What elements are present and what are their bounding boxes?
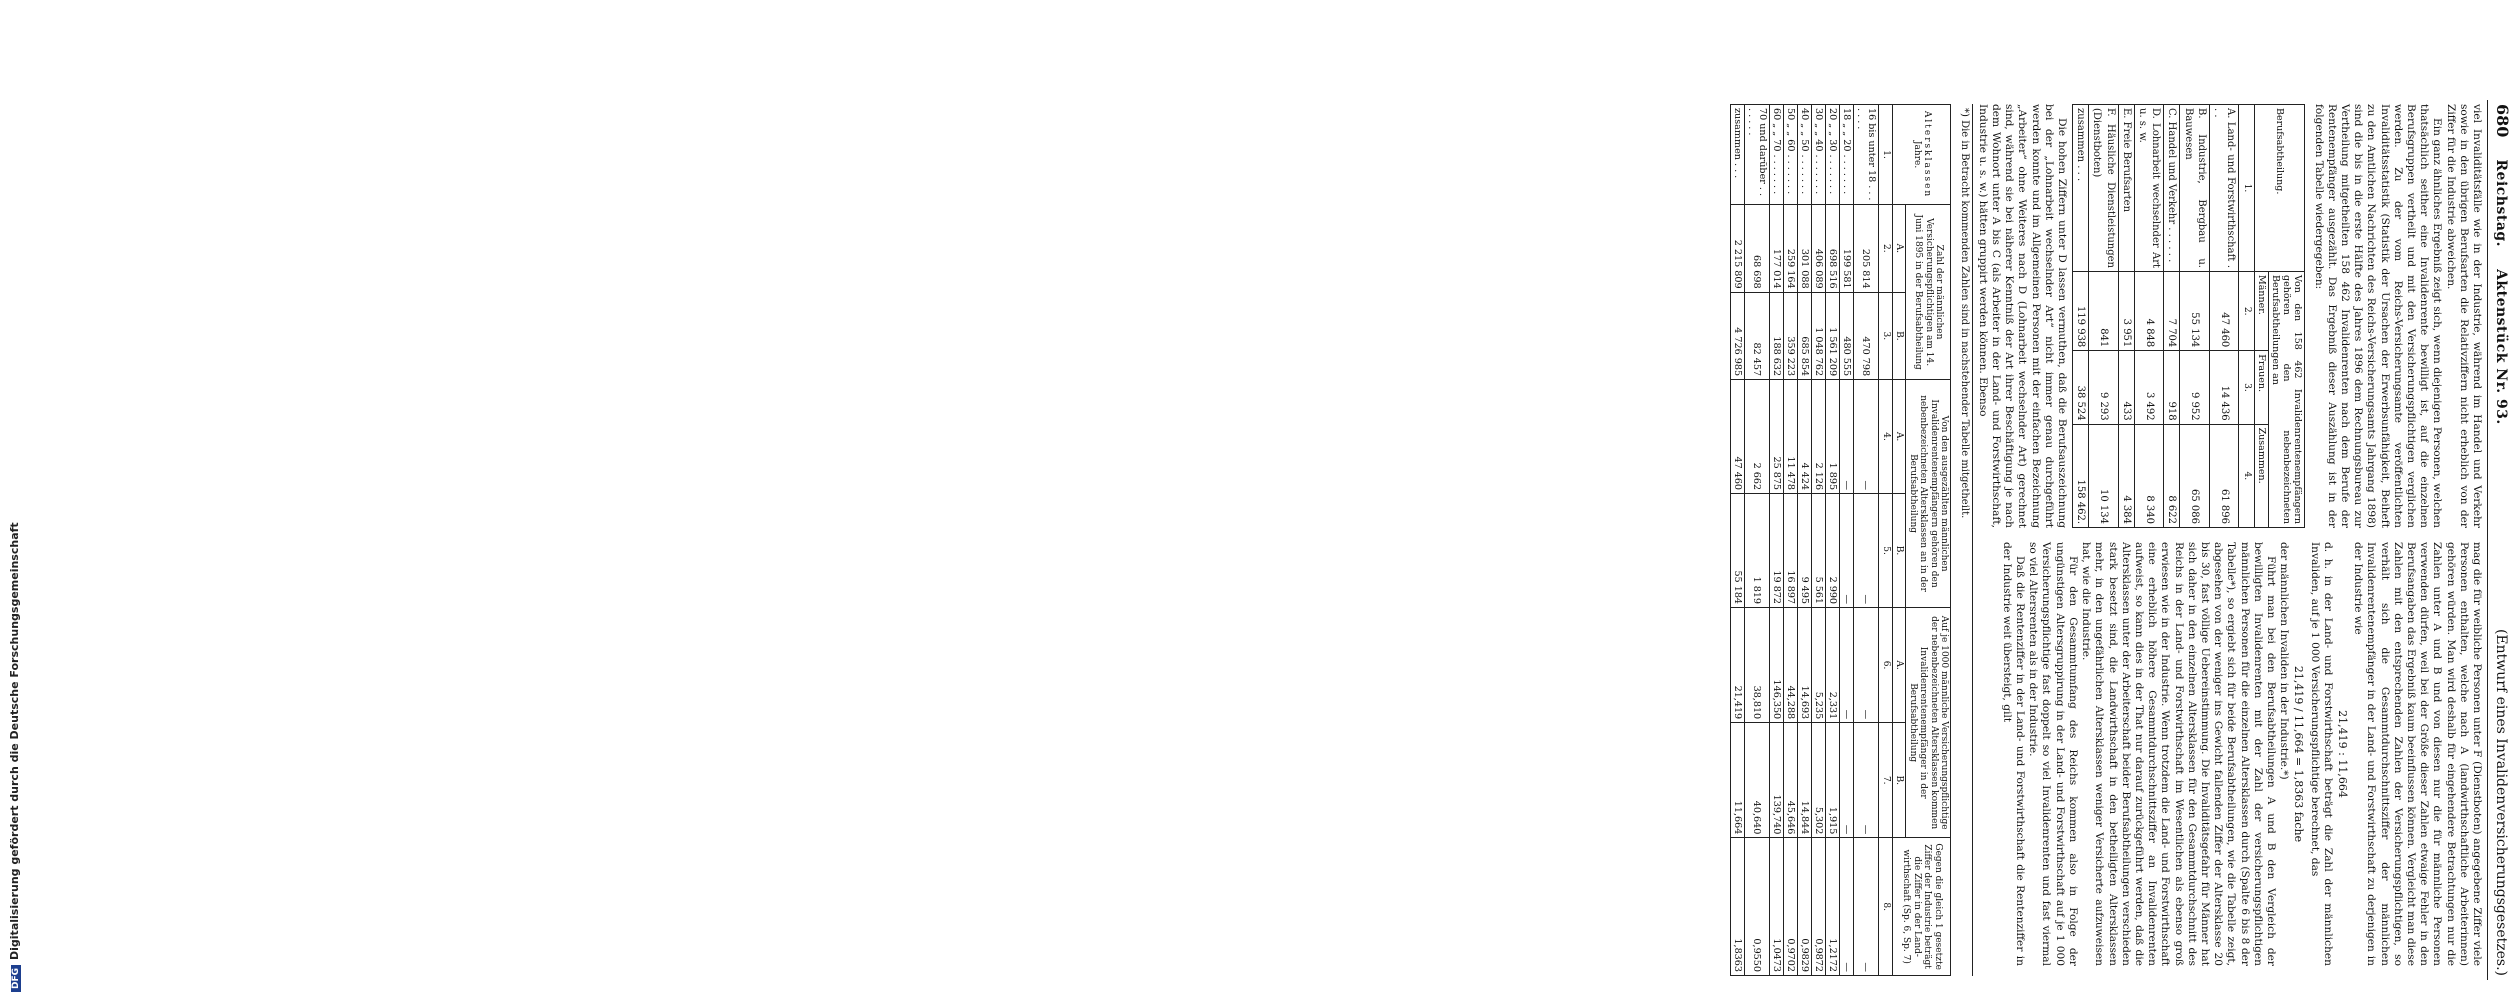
t2-cell: 1 895 xyxy=(1826,380,1840,494)
table-invalid-by-profession xyxy=(2072,104,2305,528)
t2-index: 7. xyxy=(1879,723,1893,838)
t2-head-group4: Auf je 1000 männliche Versicherungspflichtige der nebenbezeichneten Altersklassen kommen Invalidenrentenempfänger in der Berufsabtheilung xyxy=(1906,608,1951,838)
t2-cell: 188 632 xyxy=(1770,292,1784,379)
t2-cell: 0,9872 xyxy=(1812,838,1826,976)
t1-head-profession: Berufsabtheilung. xyxy=(2255,105,2305,272)
t1-total: 10 134 xyxy=(2089,424,2118,527)
header-title: Aktenstück Nr. 93. xyxy=(2493,269,2509,425)
t2-cell: 1 561 209 xyxy=(1826,292,1840,379)
t2-age: 30 „ „ 40 . . . . . . . xyxy=(1812,105,1826,205)
t1-label: A. Land- und Forstwirthschaft . . . xyxy=(2209,105,2238,272)
t1-women: 3 492 xyxy=(2134,351,2163,424)
t2-cell: 301 088 xyxy=(1798,205,1812,292)
t1-label: C. Handel und Verkehr . . . . . . xyxy=(2164,105,2180,272)
t2-index: 5. xyxy=(1879,494,1893,608)
t2-cell: 16 897 xyxy=(1784,494,1798,608)
t2-cell: 1 048 762 xyxy=(1812,292,1826,379)
t2-age: 40 „ „ 50 . . . . . . . xyxy=(1798,105,1812,205)
t2-cell: 0,9550 xyxy=(1745,838,1770,976)
t2-cell: — xyxy=(1840,608,1854,723)
right-column xyxy=(1976,542,2484,966)
t2-cell: 480 555 xyxy=(1840,292,1854,379)
t2-cell: — xyxy=(1854,608,1879,723)
t2-age: 20 „ „ 30 . . . . . . . xyxy=(1826,105,1840,205)
t2-index: 6. xyxy=(1879,608,1893,723)
t2-sub: B. xyxy=(1893,292,1907,379)
t2-index: 8. xyxy=(1879,838,1893,976)
right-paragraph-6: Daß die Rentenziffer in der Land- und Forstwirthschaft die Rentenziffer in der Industrie weit übersteigt, gilt xyxy=(2000,542,2027,966)
table-row xyxy=(1826,105,1840,976)
t2-cell: 685 854 xyxy=(1798,292,1812,379)
t1-total: 8 340 xyxy=(2134,424,2163,527)
t2-head-age xyxy=(1893,105,1952,205)
t1-men: 4 848 xyxy=(2134,272,2163,351)
t1-label: D. Lohnarbeit wechselnder Art u. s. w. xyxy=(2134,105,2163,272)
formula-factor: 21,419 / 11,664 = 1,8363 fache xyxy=(2292,665,2306,843)
t1-index: 1. xyxy=(2239,105,2255,272)
table-row xyxy=(2164,105,2180,528)
t1-label: F. Häusliche Dienstleistungen (Dienstboten) xyxy=(2089,105,2118,272)
t2-cell: 1 819 xyxy=(1745,494,1770,608)
t2-cell: 2 126 xyxy=(1812,380,1826,494)
dfg-logo: DFG xyxy=(11,965,21,992)
t2-cell: 38,810 xyxy=(1745,608,1770,723)
t2-cell: — xyxy=(1854,838,1879,976)
table-sum-row xyxy=(1731,105,1745,976)
t1-sum-men: 119 938 xyxy=(2072,272,2088,351)
t2-sub: A. xyxy=(1893,205,1907,292)
table-row xyxy=(1812,105,1826,976)
scanned-page xyxy=(1292,100,2512,980)
t2-cell: 1,915 xyxy=(1826,723,1840,838)
t2-cell: 205 814 xyxy=(1854,205,1879,292)
page-header xyxy=(2487,100,2512,980)
t1-index: 2. xyxy=(2239,272,2255,351)
t2-sum-cell: 1,8363 xyxy=(1731,838,1745,976)
t2-sub: A. xyxy=(1893,608,1907,723)
t2-cell: 5,302 xyxy=(1812,723,1826,838)
t2-cell: — xyxy=(1840,494,1854,608)
t1-men: 47 460 xyxy=(2209,272,2238,351)
right-paragraph-4: Führt man bei den Berufsabtheilungen A und B den Vergleich der bewilligten Invalidenrenten mit der Zahl der versicherungspflichtigen männlichen Personen für die einzelnen Altersklassen durch (Spalte 6 bis 8 der Tabelle*), so ergiebt sich für beide Berufsabtheilungen, wie die Tabelle zeigt, abgesehen von der weniger ins Gewicht fallenden Ziffer der Altersklasse 20 bis 30, fast völlige Uebereinstimmung. Die Invaliditätsgefahr für Männer hat sich daher in den einzelnen Altersklassen für den Gesammtdurchschnitt des Reichs in der Land- und Forstwirthschaft im Wesentlichen als ebenso groß erwiesen wie in der Industrie. Wenn trotzdem die Land- und Forstwirthschaft eine erheblich höhere Gesammtdurchschnittsziffer an Invalidenrenten aufweist, so kann dies in der That nur darauf zurückgeführt werden, daß die Altersklassen unter der Arbeiterschaft beider Berufsabtheilungen verschieden stark besetzt sind, die Landwirthschaft in den betheiligten Altersklassen mehr, in den ungefährlichen Altersklassen weniger Versicherte aufzuweisen hat, wie die Industrie. xyxy=(2080,542,2277,966)
t1-women: 14 436 xyxy=(2209,351,2238,424)
right-paragraph-1: mag die für weibliche Personen unter F (Dienstboten) angegebene Ziffer viele Personen enthalten, welche nach A (landwirthschaftliche Arbeiterinnen) gehören würden. Man wird deshalb für eingehendere Betrachtungen nur die Zahlen unter A und B und von diesen nur die für männliche Personen verwenden dürfen, weil bei der Größe dieser Zahlen etwaige Fehler in den Berufsangaben das Ergebniß kaum beeinflussen können. Vergleicht man diese Zahlen mit den entsprechenden Zahlen der Versicherungspflichtigen, so verhält sich die Gesammtdurchschnittsziffer der männlichen Invalidenrentenempfänger in der Land- und Forstwirthschaft zu derjenigen in der Industrie wie xyxy=(2352,542,2483,966)
t2-cell: 1,2172 xyxy=(1826,838,1840,976)
t2-cell: 0,9829 xyxy=(1798,838,1812,976)
t2-cell: — xyxy=(1840,838,1854,976)
t1-head-women: Frauen. xyxy=(2255,351,2269,424)
t1-women: 433 xyxy=(2118,351,2134,424)
t1-index: 3. xyxy=(2239,351,2255,424)
t2-cell: 40,640 xyxy=(1745,723,1770,838)
left-column xyxy=(1976,104,2484,528)
t2-sum-cell: 4 726 985 xyxy=(1731,292,1745,379)
t1-sum-label: zusammen . . . xyxy=(2072,105,2088,272)
t1-head-men: Männer. xyxy=(2255,272,2269,351)
t2-sub: A. xyxy=(1893,380,1907,494)
t2-cell: 698 516 xyxy=(1826,205,1840,292)
t2-age: 50 „ „ 60 . . . . . . . xyxy=(1784,105,1798,205)
table-row xyxy=(1745,105,1770,976)
table-row xyxy=(2118,105,2134,528)
table-row xyxy=(1784,105,1798,976)
t2-cell: 406 089 xyxy=(1812,205,1826,292)
t2-cell: 45,646 xyxy=(1784,723,1798,838)
t2-cell: 2 662 xyxy=(1745,380,1770,494)
t2-cell: — xyxy=(1854,723,1879,838)
t2-head-age-label: Altersklassen xyxy=(1922,110,1933,199)
t1-men: 55 134 xyxy=(2180,272,2209,351)
table-age-classes xyxy=(1730,104,1952,976)
t2-sub: B. xyxy=(1893,494,1907,608)
t2-sub: B. xyxy=(1893,723,1907,838)
t2-cell: 9 495 xyxy=(1798,494,1812,608)
t1-label: B. Industrie, Bergbau u. Bauwesen xyxy=(2180,105,2209,272)
table-row xyxy=(2089,105,2118,528)
t1-label: E. Freie Berufsarten xyxy=(2118,105,2134,272)
t2-cell: 0,9702 xyxy=(1784,838,1798,976)
t2-cell: — xyxy=(1840,380,1854,494)
table-row xyxy=(1770,105,1784,976)
t2-cell: 177 014 xyxy=(1770,205,1784,292)
t2-sum-cell: 55 184 xyxy=(1731,494,1745,608)
t1-women: 9 293 xyxy=(2089,351,2118,424)
t1-sum-women: 38 524 xyxy=(2072,351,2088,424)
t2-cell: 470 798 xyxy=(1854,292,1879,379)
t2-sum-cell: 2 215 809 xyxy=(1731,205,1745,292)
t1-men: 3 951 xyxy=(2118,272,2134,351)
t2-head-group5: Gegen die gleich 1 gesetzte Ziffer der Industrie beträgt die Ziffer in der Land- wirthschaft (Sp. 6, Sp. 7) xyxy=(1893,838,1952,976)
t1-head-group: Von den 158 462 Invalidenrentenempfängern gehören den nebenbezeichneten Berufsabtheilungen an xyxy=(2269,272,2305,528)
t1-total: 61 896 xyxy=(2209,424,2238,527)
t2-cell: 68 698 xyxy=(1745,205,1770,292)
t2-index: 2. xyxy=(1879,205,1893,292)
age-table-wrapper xyxy=(1730,100,1958,980)
t2-sum-cell: 11,664 xyxy=(1731,723,1745,838)
t1-women: 9 952 xyxy=(2180,351,2209,424)
dfg-footer xyxy=(8,522,21,992)
t2-index: 4. xyxy=(1879,380,1893,494)
formula-ratio: 21,419 : 11,664 xyxy=(2335,710,2349,798)
t2-age: 60 „ „ 70 . . . . . . . xyxy=(1770,105,1784,205)
right-paragraph-2: d. h. in der Land- und Forstwirthschaft beträgt die Zahl der männlichen Invaliden, auf je 1 000 Versicherungspflichtige berechnet, das xyxy=(2308,542,2334,966)
t1-index: 4. xyxy=(2239,424,2255,527)
t2-cell: — xyxy=(1840,723,1854,838)
t2-head-years: Jahre. xyxy=(1911,140,1922,169)
t2-cell: — xyxy=(1854,380,1879,494)
t2-age: 70 und darüber . . . . . . . xyxy=(1745,105,1770,205)
t2-index: 1. xyxy=(1879,105,1893,205)
t2-cell: 14,844 xyxy=(1798,723,1812,838)
table-row xyxy=(1840,105,1854,976)
t2-cell: 5,235 xyxy=(1812,608,1826,723)
t2-cell: 199 581 xyxy=(1840,205,1854,292)
t2-cell: 259 164 xyxy=(1784,205,1798,292)
t1-women: 918 xyxy=(2164,351,2180,424)
table-row xyxy=(2134,105,2163,528)
left-paragraph-3: Die hohen Ziffern unter D lassen vermuthen, daß die Berufsauszeichnung bei der „Lohnarbeit wechselnder Art“ nicht immer genau durchgeführt werden konnte und im Allgemeinen Personen mit der einfachen Bezeichnung „Arbeiter“ ohne Weiteres nach D (Lohnarbeit wechselnder Art) gerechnet sind, während sie bei näherer Kenntniß der Art ihrer Beschäftigung je nach dem Wohnort unter A bis C (als Arbeiter in der Land- und Forstwirthschaft, Industrie u. s. w.) hätten gruppirt werden können. Ebenso xyxy=(1976,104,2068,528)
footer-text: Digitalisierung gefördert durch die Deutsche Forschungsgemeinschaft xyxy=(8,522,21,960)
t2-cell: 359 223 xyxy=(1784,292,1798,379)
t1-sum-total: 158 462. xyxy=(2072,424,2088,527)
t1-total: 65 086 xyxy=(2180,424,2209,527)
t2-index: 3. xyxy=(1879,292,1893,379)
table-sum-row xyxy=(2072,105,2088,528)
t2-cell: 4 424 xyxy=(1798,380,1812,494)
t2-age: 18 „ „ 20 . . . . . . . xyxy=(1840,105,1854,205)
t1-men: 841 xyxy=(2089,272,2118,351)
t2-cell: 146,350 xyxy=(1770,608,1784,723)
t2-sum-label: zusammen . . . xyxy=(1731,105,1745,205)
t2-head-group3: Von den ausgezählten männlichen Invalidenrentenempfängern gehören den nebenbezeichneten Altersklassen an in der Berufsabtheilung xyxy=(1906,380,1951,608)
left-paragraph-2: Ein ganz ähnliches Ergebniß zeigt sich, wenn diejenigen Personen, welchen thatsächlich seither eine Invalidenrente bewilligt ist, auf die einzelnen Berufsgruppen vertheilt und mit den Versicherungspflichtigen verglichen werden. Zu der vom Reichs-Versicherungsamte veröffentlichten Invaliditätsstatistik (Statistik der Ursachen der Erwerbsunfähigkeit, Beiheft zu den Amtlichen Nachrichten des Reichs-Versicherungsamts Jahrgang 1898) sind die bis in die erste Hälfte des Jahres 1896 dem Rechnungsbureau zur Vertheilung mitgetheilten 158 462 Invalidenrenten nach dem Berufe der Rentenempfänger ausgezählt. Das Ergebniß dieser Auszählung ist in der folgenden Tabelle wiedergegeben: xyxy=(2312,104,2444,528)
t2-cell: — xyxy=(1854,494,1879,608)
footnote: *) Die in Betracht kommenden Zahlen sind in nachstehender Tabelle mitgetheilt. xyxy=(1958,104,1974,976)
header-section: Reichstag. xyxy=(2493,159,2509,248)
page-number: 680 xyxy=(2493,104,2512,138)
t2-head-group2: Zahl der männlichen Versicherungspflichtigen am 14. Juni 1895 in der Berufsabtheilung xyxy=(1906,205,1951,380)
t2-cell: 11 478 xyxy=(1784,380,1798,494)
t2-sum-cell: 47 460 xyxy=(1731,380,1745,494)
text-columns xyxy=(1976,100,2488,980)
t2-cell: 2,331 xyxy=(1826,608,1840,723)
t1-total: 8 622 xyxy=(2164,424,2180,527)
t2-cell: 25 875 xyxy=(1770,380,1784,494)
table-row xyxy=(1798,105,1812,976)
table-row xyxy=(1854,105,1879,976)
table-row xyxy=(2209,105,2238,528)
table-row xyxy=(2180,105,2209,528)
t2-age: 16 bis unter 18 . . . . . . . xyxy=(1854,105,1879,205)
t2-cell: 19 872 xyxy=(1770,494,1784,608)
left-paragraph-1: viel Invaliditätsfälle wie in der Industrie, während im Handel und Verkehr sowie in den übrigen Berufsarten die Relativziffern nicht erheblich von der Ziffer für die Industrie abweichen. xyxy=(2444,104,2483,528)
t2-sum-cell: 21,419 xyxy=(1731,608,1745,723)
right-paragraph-3: der männlichen Invaliden in der Industrie.*) xyxy=(2278,542,2291,780)
t2-cell: 5 561 xyxy=(1812,494,1826,608)
right-paragraph-5: Für den Gesammtumfang des Reichs kommen also in Folge der ungünstigen Altersgruppirung in der Land- und Forstwirthschaft auf je 1 000 Versicherungspflichtige fast doppelt so viel Invalidenrenten und fast viermal so viel Altersrenten als in der Industrie. xyxy=(2027,542,2079,966)
t2-cell: 139,740 xyxy=(1770,723,1784,838)
t2-cell: 14,693 xyxy=(1798,608,1812,723)
t2-cell: 1,0473 xyxy=(1770,838,1784,976)
t1-men: 7 704 xyxy=(2164,272,2180,351)
t2-cell: 44,288 xyxy=(1784,608,1798,723)
t1-total: 4 384 xyxy=(2118,424,2134,527)
header-subtitle: (Entwurf eines Invalidenversicherungsgesetzes.) xyxy=(2493,628,2509,976)
t1-head-total: Zusammen. xyxy=(2255,424,2269,527)
t2-cell: 2 990 xyxy=(1826,494,1840,608)
t2-cell: 82 457 xyxy=(1745,292,1770,379)
